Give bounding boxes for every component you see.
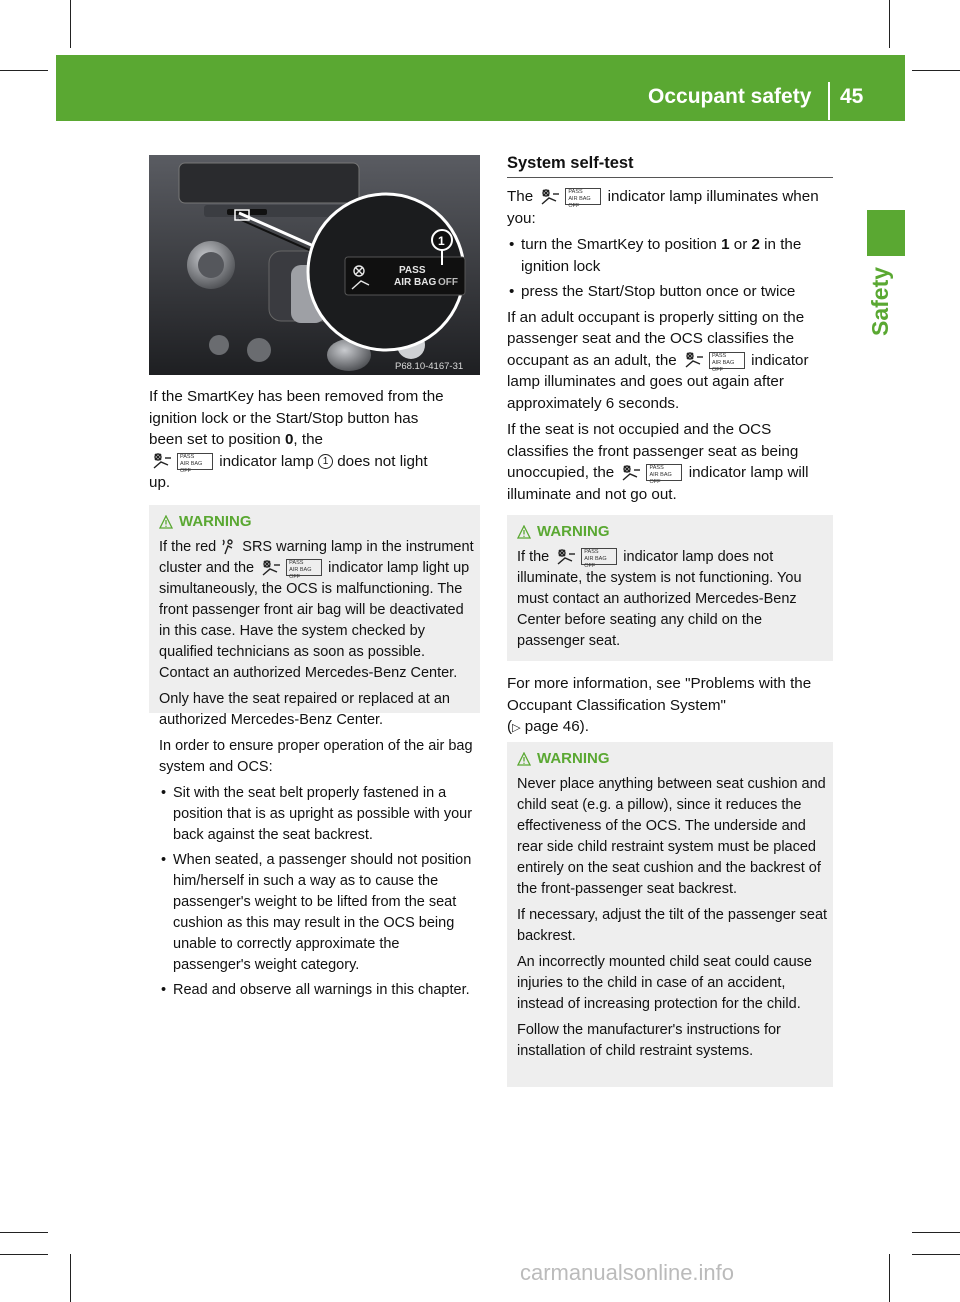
warning-bullet: • When seated, a passenger should not position him/herself in such a way as to cause the passenger's weight to be lifted from the seat cushion as this may result in the OCS being unable to correctly approximate the passenger's weight category. <box>159 850 477 976</box>
warning-text: An incorrectly mounted child seat could cause injuries to the child in case of an accident, instead of increasing protection for the child. <box>517 953 812 1012</box>
occupant-seat-icon <box>555 548 577 566</box>
self-test-intro: The PASS AIR BAG OFF indicator lamp illuminates when you: <box>507 188 819 227</box>
srs-warning-lamp-icon <box>222 539 236 555</box>
intro-line: PASS AIR BAG OFF indicator lamp 1 does not light <box>149 451 481 473</box>
crop-mark <box>912 1232 960 1233</box>
more-info-paragraph: For more information, see "Problems with the Occupant Classification System" (▷ page 46). <box>507 675 812 735</box>
self-test-paragraph: If an adult occupant is properly sitting on the passenger seat and the OCS classifies the occupant as an adult, the PASS AIR BAG OFF indicator lamp illuminates and goes out again after approximately 6 seconds. <box>507 308 809 412</box>
section-title: System self-test <box>507 154 634 172</box>
warning-bullet: • Read and observe all warnings in this chapter. <box>159 980 477 1001</box>
passenger-airbag-off-icon: PASS AIR BAG OFF <box>177 453 213 470</box>
warning-text: If necessary, adjust the tilt of the passenger seat backrest. <box>517 906 828 944</box>
intro-line: ignition lock or the Start/Stop button has <box>149 409 419 427</box>
intro-line: up. <box>149 474 171 491</box>
warning-text: If the red SRS warning lamp in the instrument cluster and the PASS AIR BAG OFF indicator lamp light up simultaneously, the OCS is malfunctioning. The front passenger front air bag will be deactivated in this case. Have the system checked by qualified technicians as soon as possible. Contact an authorized Mercedes-Benz Center. <box>159 538 474 681</box>
warning-child-seat-content <box>517 748 829 1067</box>
watermark: carmanualsonline.info <box>520 1260 735 1285</box>
intro-paragraph <box>149 386 481 494</box>
warning-self-test-content <box>517 521 829 657</box>
warning-triangle-icon <box>159 515 173 529</box>
warning-text: Follow the manufacturer's instructions for installation of child restraint systems. <box>517 1021 781 1059</box>
crop-mark <box>70 1254 71 1302</box>
callout-1-icon: 1 <box>318 454 333 469</box>
crop-mark <box>912 1254 960 1255</box>
page-reference-link[interactable]: page 46). <box>520 718 589 735</box>
crop-mark <box>0 1254 48 1255</box>
photo-label-pass: PASS <box>399 265 426 276</box>
occupant-seat-icon <box>683 351 705 369</box>
page-reference-arrow-icon: ▷ <box>512 722 521 734</box>
self-test-bullet: • turn the SmartKey to position 1 or 2 in the ignition lock <box>507 234 837 277</box>
warning-ocs-content <box>159 511 477 1005</box>
passenger-airbag-off-icon: PASS AIR BAG OFF <box>646 464 682 481</box>
occupant-seat-icon <box>620 464 642 482</box>
warning-title: WARNING <box>159 511 477 533</box>
position-zero: 0 <box>284 431 294 448</box>
intro-line: been set to position 0, the <box>149 431 323 448</box>
center-console-illustration <box>149 155 480 375</box>
crop-mark <box>0 1232 48 1233</box>
crop-mark <box>889 0 890 48</box>
warning-text: In order to ensure proper operation of the air bag system and OCS: <box>159 737 473 775</box>
self-test-bullet: • press the Start/Stop button once or twice <box>507 281 837 303</box>
page-title: Occupant safety <box>648 85 812 108</box>
warning-text: Never place anything between seat cushion and child seat (e.g. a pillow), since it reduces the effectiveness of the OCS. The underside and rear side child restraint system must be placed entirely on the seat cushion and the backrest of the front-passenger seat backrest. <box>517 775 826 897</box>
warning-triangle-icon <box>517 525 531 539</box>
warning-text: Only have the seat repaired or replaced at an authorized Mercedes-Benz Center. <box>159 690 450 728</box>
crop-mark <box>912 70 960 71</box>
occupant-seat-icon <box>539 188 561 206</box>
page-number: 45 <box>840 85 864 108</box>
passenger-airbag-off-icon: PASS AIR BAG OFF <box>286 559 322 576</box>
photo-callout-number: 1 <box>438 234 445 248</box>
intro-line: If the SmartKey has been removed from the <box>149 388 444 405</box>
crop-mark <box>0 70 48 71</box>
warning-bullet: • Sit with the seat belt properly fastened in a position that is as upright as possible with your back against the seat backrest. <box>159 783 477 846</box>
passenger-airbag-off-icon: PASS AIR BAG OFF <box>565 188 601 205</box>
occupant-seat-icon <box>260 559 282 577</box>
dashboard-photo <box>149 155 480 375</box>
warning-title: WARNING <box>517 748 829 770</box>
passenger-airbag-off-icon: PASS AIR BAG OFF <box>581 548 617 565</box>
photo-label-off: OFF <box>438 277 458 288</box>
passenger-airbag-off-icon: PASS AIR BAG OFF <box>709 352 745 369</box>
warning-triangle-icon <box>517 752 531 766</box>
occupant-seat-icon <box>151 452 173 470</box>
warning-title: WARNING <box>517 521 829 543</box>
warning-text: If the PASS AIR BAG OFF indicator lamp does not illuminate, the system is not functioning. You must contact an authorized Mercedes-Benz Center before seating any child on the passenger seat. <box>517 548 802 649</box>
crop-mark <box>889 1254 890 1302</box>
photo-code: P68.10-4167-31 <box>395 361 464 372</box>
section-rule <box>507 177 833 178</box>
header-divider <box>828 82 830 120</box>
section-tab-marker <box>867 210 905 256</box>
photo-label-airbag: AIR BAG <box>394 277 437 288</box>
self-test-text <box>507 186 837 510</box>
crop-mark <box>70 0 71 48</box>
section-tab-label: Safety <box>867 266 893 336</box>
self-test-paragraph: If the seat is not occupied and the OCS classifies the front passenger seat as being unoccupied, the PASS AIR BAG OFF indicator lamp will illuminate and not go out. <box>507 421 809 503</box>
